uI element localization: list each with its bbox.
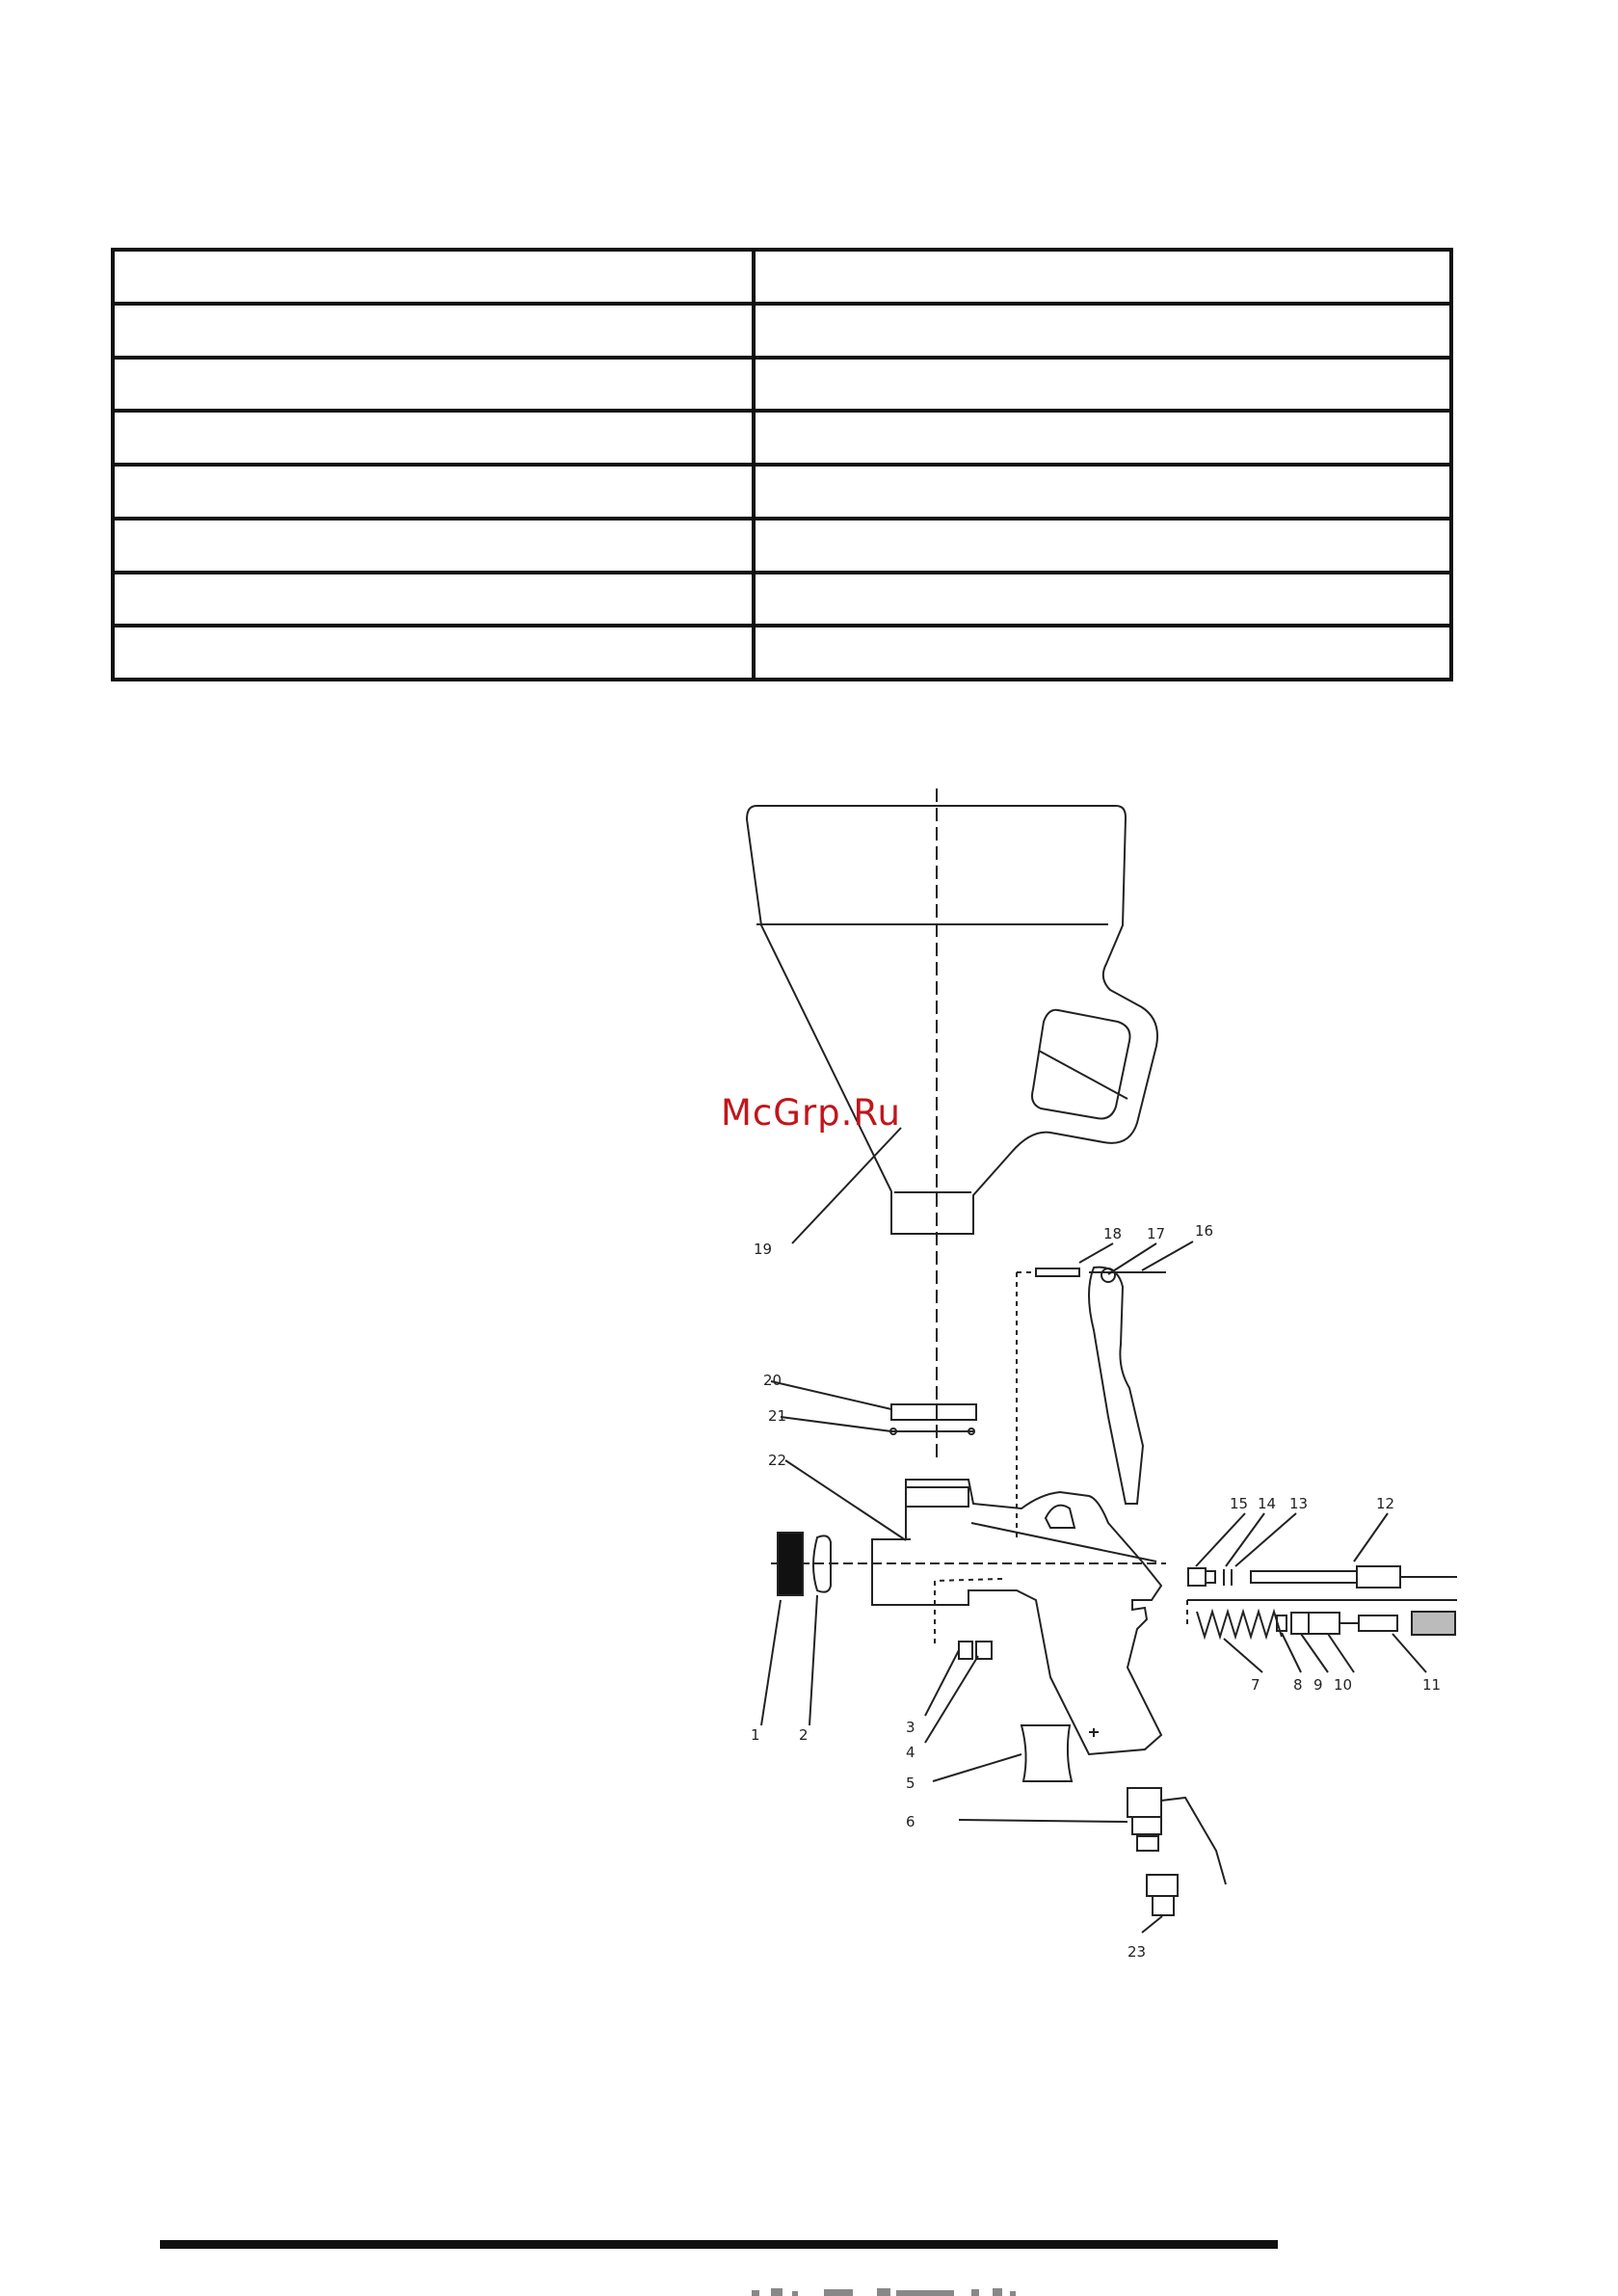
callout-label: 2 (799, 1726, 809, 1744)
callout-label: 9 (1313, 1676, 1323, 1694)
callout-label: 1 (751, 1726, 760, 1744)
callout-label: 4 (906, 1744, 915, 1761)
footer-rule (160, 2240, 1278, 2249)
callout-labels (751, 1222, 1441, 1961)
callout-label: 10 (1334, 1676, 1353, 1694)
callout-label: 22 (768, 1452, 787, 1469)
callout-label: 17 (1147, 1225, 1166, 1242)
spring-pack (1187, 1600, 1457, 1672)
nozzle-cap (761, 1533, 831, 1725)
callout-label: 8 (1293, 1676, 1303, 1694)
callout-label: 7 (1251, 1676, 1260, 1694)
gun-body (771, 1480, 1166, 1754)
callout-label: 23 (1127, 1943, 1147, 1961)
handle-sleeve (933, 1725, 1072, 1781)
callout-label: 14 (1258, 1495, 1277, 1512)
callout-label: 20 (763, 1372, 782, 1389)
callout-label: 15 (1230, 1495, 1249, 1512)
watermark: McGrp.Ru (721, 1092, 901, 1134)
callout-label: 13 (1289, 1495, 1309, 1512)
callout-label: 3 (906, 1719, 915, 1736)
callout-label: 21 (768, 1407, 787, 1425)
callout-label: 11 (1422, 1676, 1442, 1694)
callout-label: 19 (754, 1241, 773, 1258)
footer-crop-marks (752, 2286, 1060, 2296)
callout-label: 18 (1103, 1225, 1123, 1242)
valve-insert (925, 1642, 992, 1743)
air-valve (959, 1788, 1226, 1933)
nozzle-seat (771, 1381, 976, 1540)
callout-label: 16 (1195, 1222, 1214, 1240)
callout-label: 12 (1376, 1495, 1395, 1512)
callout-label: 5 (906, 1775, 915, 1792)
callout-label: 6 (906, 1813, 915, 1830)
needle-assembly (1188, 1513, 1457, 1588)
